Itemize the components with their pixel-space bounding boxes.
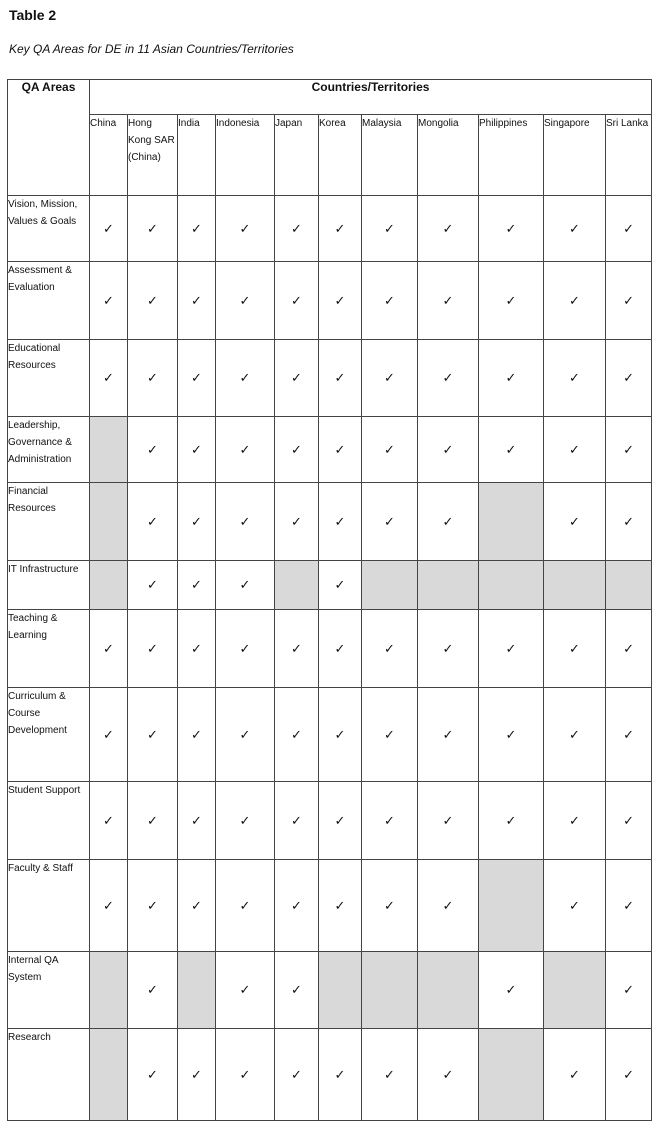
- check-mark-icon: ✓: [319, 340, 362, 417]
- check-mark-icon: ✓: [128, 610, 178, 688]
- check-mark-icon: ✓: [216, 952, 275, 1029]
- check-mark-icon: ✓: [216, 610, 275, 688]
- qa-area-label: Internal QA System: [8, 952, 90, 1029]
- country-header: Singapore: [544, 115, 606, 196]
- check-mark-icon: ✓: [216, 417, 275, 483]
- check-mark-icon: ✓: [128, 688, 178, 782]
- countries-header: Countries/Territories: [90, 80, 652, 115]
- check-mark-icon: ✓: [128, 483, 178, 561]
- empty-cell: [90, 417, 128, 483]
- table-row: [8, 340, 652, 417]
- check-mark-icon: ✓: [275, 860, 319, 952]
- empty-cell: [90, 952, 128, 1029]
- check-mark-icon: ✓: [275, 952, 319, 1029]
- check-mark-icon: ✓: [606, 340, 652, 417]
- empty-cell: [90, 483, 128, 561]
- check-mark-icon: ✓: [479, 417, 544, 483]
- check-mark-icon: ✓: [362, 688, 418, 782]
- table-body: [8, 196, 652, 1121]
- check-mark-icon: ✓: [606, 610, 652, 688]
- table-number: Table 2: [9, 7, 57, 23]
- country-header: Korea: [319, 115, 362, 196]
- check-mark-icon: ✓: [319, 262, 362, 340]
- table-row: [8, 483, 652, 561]
- check-mark-icon: ✓: [178, 262, 216, 340]
- check-mark-icon: ✓: [216, 782, 275, 860]
- check-mark-icon: ✓: [418, 417, 479, 483]
- check-mark-icon: ✓: [178, 782, 216, 860]
- check-mark-icon: ✓: [178, 483, 216, 561]
- check-mark-icon: ✓: [544, 688, 606, 782]
- qa-areas-table: [7, 79, 652, 1121]
- check-mark-icon: ✓: [418, 262, 479, 340]
- check-mark-icon: ✓: [128, 196, 178, 262]
- check-mark-icon: ✓: [319, 483, 362, 561]
- check-mark-icon: ✓: [319, 561, 362, 610]
- empty-cell: [275, 561, 319, 610]
- check-mark-icon: ✓: [275, 483, 319, 561]
- check-mark-icon: ✓: [362, 782, 418, 860]
- check-mark-icon: ✓: [362, 860, 418, 952]
- qa-area-label: Teaching & Learning: [8, 610, 90, 688]
- check-mark-icon: ✓: [479, 340, 544, 417]
- check-mark-icon: ✓: [479, 688, 544, 782]
- check-mark-icon: ✓: [479, 782, 544, 860]
- table-row: [8, 782, 652, 860]
- check-mark-icon: ✓: [418, 483, 479, 561]
- empty-cell: [479, 561, 544, 610]
- check-mark-icon: ✓: [544, 196, 606, 262]
- check-mark-icon: ✓: [606, 782, 652, 860]
- check-mark-icon: ✓: [479, 262, 544, 340]
- check-mark-icon: ✓: [178, 561, 216, 610]
- check-mark-icon: ✓: [362, 1029, 418, 1121]
- check-mark-icon: ✓: [606, 417, 652, 483]
- check-mark-icon: ✓: [418, 1029, 479, 1121]
- check-mark-icon: ✓: [90, 610, 128, 688]
- check-mark-icon: ✓: [275, 340, 319, 417]
- empty-cell: [544, 952, 606, 1029]
- check-mark-icon: ✓: [418, 340, 479, 417]
- check-mark-icon: ✓: [216, 688, 275, 782]
- qa-area-label: Financial Resources: [8, 483, 90, 561]
- empty-cell: [90, 1029, 128, 1121]
- table-row: [8, 561, 652, 610]
- empty-cell: [418, 561, 479, 610]
- check-mark-icon: ✓: [544, 417, 606, 483]
- check-mark-icon: ✓: [275, 782, 319, 860]
- country-header: Indonesia: [216, 115, 275, 196]
- check-mark-icon: ✓: [216, 483, 275, 561]
- qa-area-label: IT Infrastructure: [8, 561, 90, 610]
- check-mark-icon: ✓: [178, 340, 216, 417]
- check-mark-icon: ✓: [544, 860, 606, 952]
- table-row: [8, 610, 652, 688]
- country-header: India: [178, 115, 216, 196]
- qa-area-label: Leadership, Governance & Administration: [8, 417, 90, 483]
- check-mark-icon: ✓: [479, 196, 544, 262]
- table-row: [8, 262, 652, 340]
- check-mark-icon: ✓: [128, 860, 178, 952]
- check-mark-icon: ✓: [216, 1029, 275, 1121]
- check-mark-icon: ✓: [178, 417, 216, 483]
- empty-cell: [479, 483, 544, 561]
- check-mark-icon: ✓: [90, 782, 128, 860]
- check-mark-icon: ✓: [275, 262, 319, 340]
- check-mark-icon: ✓: [418, 196, 479, 262]
- check-mark-icon: ✓: [479, 952, 544, 1029]
- check-mark-icon: ✓: [128, 952, 178, 1029]
- check-mark-icon: ✓: [319, 782, 362, 860]
- check-mark-icon: ✓: [90, 196, 128, 262]
- check-mark-icon: ✓: [128, 561, 178, 610]
- country-header: Japan: [275, 115, 319, 196]
- empty-cell: [606, 561, 652, 610]
- check-mark-icon: ✓: [216, 196, 275, 262]
- check-mark-icon: ✓: [178, 610, 216, 688]
- check-mark-icon: ✓: [362, 340, 418, 417]
- check-mark-icon: ✓: [319, 1029, 362, 1121]
- check-mark-icon: ✓: [606, 262, 652, 340]
- check-mark-icon: ✓: [362, 610, 418, 688]
- check-mark-icon: ✓: [606, 1029, 652, 1121]
- country-header: Sri Lanka: [606, 115, 652, 196]
- table-row: [8, 952, 652, 1029]
- empty-cell: [362, 561, 418, 610]
- check-mark-icon: ✓: [275, 417, 319, 483]
- empty-cell: [544, 561, 606, 610]
- check-mark-icon: ✓: [479, 610, 544, 688]
- check-mark-icon: ✓: [418, 782, 479, 860]
- check-mark-icon: ✓: [216, 262, 275, 340]
- empty-cell: [90, 561, 128, 610]
- check-mark-icon: ✓: [544, 1029, 606, 1121]
- table-row: [8, 688, 652, 782]
- check-mark-icon: ✓: [606, 688, 652, 782]
- country-header: Malaysia: [362, 115, 418, 196]
- qa-area-label: Student Support: [8, 782, 90, 860]
- qa-area-label: Assessment & Evaluation: [8, 262, 90, 340]
- check-mark-icon: ✓: [418, 610, 479, 688]
- qa-area-label: Vision, Mission, Values & Goals: [8, 196, 90, 262]
- check-mark-icon: ✓: [216, 860, 275, 952]
- check-mark-icon: ✓: [544, 610, 606, 688]
- check-mark-icon: ✓: [178, 860, 216, 952]
- empty-cell: [418, 952, 479, 1029]
- table-row: [8, 417, 652, 483]
- qa-areas-header: QA Areas: [8, 80, 90, 196]
- check-mark-icon: ✓: [418, 688, 479, 782]
- check-mark-icon: ✓: [128, 1029, 178, 1121]
- table-caption: Key QA Areas for DE in 11 Asian Countries/Territories: [9, 42, 294, 56]
- country-header: China: [90, 115, 128, 196]
- check-mark-icon: ✓: [128, 417, 178, 483]
- check-mark-icon: ✓: [606, 952, 652, 1029]
- qa-area-label: Educational Resources: [8, 340, 90, 417]
- check-mark-icon: ✓: [275, 610, 319, 688]
- check-mark-icon: ✓: [319, 860, 362, 952]
- check-mark-icon: ✓: [178, 688, 216, 782]
- check-mark-icon: ✓: [275, 196, 319, 262]
- check-mark-icon: ✓: [544, 340, 606, 417]
- check-mark-icon: ✓: [606, 483, 652, 561]
- country-header: Mongolia: [418, 115, 479, 196]
- check-mark-icon: ✓: [606, 196, 652, 262]
- check-mark-icon: ✓: [90, 340, 128, 417]
- check-mark-icon: ✓: [216, 340, 275, 417]
- empty-cell: [178, 952, 216, 1029]
- check-mark-icon: ✓: [319, 417, 362, 483]
- check-mark-icon: ✓: [362, 262, 418, 340]
- check-mark-icon: ✓: [319, 688, 362, 782]
- check-mark-icon: ✓: [178, 1029, 216, 1121]
- check-mark-icon: ✓: [275, 1029, 319, 1121]
- empty-cell: [319, 952, 362, 1029]
- check-mark-icon: ✓: [90, 262, 128, 340]
- check-mark-icon: ✓: [362, 196, 418, 262]
- table-row: [8, 196, 652, 262]
- country-header: Hong Kong SAR (China): [128, 115, 178, 196]
- check-mark-icon: ✓: [544, 782, 606, 860]
- check-mark-icon: ✓: [319, 610, 362, 688]
- check-mark-icon: ✓: [178, 196, 216, 262]
- check-mark-icon: ✓: [128, 340, 178, 417]
- check-mark-icon: ✓: [128, 782, 178, 860]
- check-mark-icon: ✓: [362, 483, 418, 561]
- check-mark-icon: ✓: [90, 688, 128, 782]
- check-mark-icon: ✓: [275, 688, 319, 782]
- table-row: [8, 1029, 652, 1121]
- qa-area-label: Faculty & Staff: [8, 860, 90, 952]
- check-mark-icon: ✓: [606, 860, 652, 952]
- empty-cell: [479, 1029, 544, 1121]
- check-mark-icon: ✓: [90, 860, 128, 952]
- check-mark-icon: ✓: [319, 196, 362, 262]
- header-row: [8, 80, 652, 115]
- check-mark-icon: ✓: [418, 860, 479, 952]
- country-header: Philippines: [479, 115, 544, 196]
- check-mark-icon: ✓: [216, 561, 275, 610]
- check-mark-icon: ✓: [544, 483, 606, 561]
- empty-cell: [362, 952, 418, 1029]
- qa-area-label: Research: [8, 1029, 90, 1121]
- check-mark-icon: ✓: [544, 262, 606, 340]
- table-row: [8, 860, 652, 952]
- qa-area-label: Curriculum & Course Development: [8, 688, 90, 782]
- check-mark-icon: ✓: [362, 417, 418, 483]
- empty-cell: [479, 860, 544, 952]
- country-header-row: [8, 115, 652, 196]
- check-mark-icon: ✓: [128, 262, 178, 340]
